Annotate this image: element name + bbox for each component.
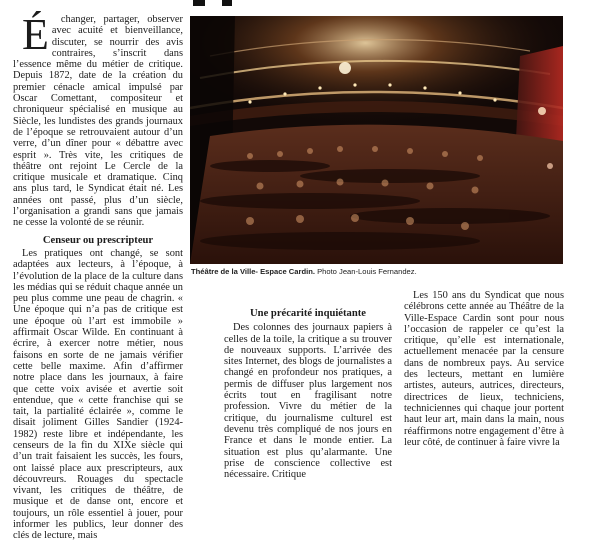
anniversary-paragraph: Les 150 ans du Syndicat que nous célébrons cette année au Théâtre de la Ville-Espace Cardin sont pour nous l’occasion de rappeler ce qu’est la critique, qu’elle est internationale, actuellement menacée par la censure dans de nombreux pays. Au service des lecteurs, mettant en lumière artistes, auteurs, autrices, directeurs, directrices de lieux, techniciens, techniciennes qui chaque jour portent haut leur art, main dans la main, nous réaffirmons notre engagement d’être à leur côté, de continuer à faire vivre la [404,290,564,448]
article-middle-column [224,308,392,481]
theatre-photo [190,16,563,264]
section-heading-precarite: Une précarité inquiétante [250,308,366,319]
photo-caption-credit: Photo Jean-Louis Fernandez. [314,267,417,276]
headline-fragment [222,0,232,6]
section1-paragraph: Les pratiques ont changé, se sont adaptées aux lecteurs, à l’époque, à l’évolution de la place de la culture dans les médias qui se réduit chaque année un peu plus comme une peau de chagrin. « Une époque qui n’a pas de critique est une époque où l’art est immobile » affirmait Oscar Wilde. En continuant à écrire, à exercer notre métier, nous faisons en sorte de ne jamais vérifier cette belle maxime. Afin d’affirmer notre place dans les journaux, à faire que cette voix avisée et avertie soit entendue, que « cette franchise qui se tait, la partialité éclairée », comme le disait joliment Gilles Sandier (1924-1982) reste libre et indépendante, les censeurs de la fin du XIXe siècle qui d’un trait faisaient les succès, les fours, ont laissé place aux prescripteurs, aux découvreurs. Rouages du spectacle vivant, les critiques de théâtre, de musique et de danse ont, encore et toujours, un rôle essentiel à jouer, pour informer les publics, leur donner des clés de lecture, mais [13,247,183,542]
section2-paragraph: Des colonnes des journaux papiers à celles de la toile, la critique a su trouver de nouveaux supports. L’arrivée des sites Internet, des blogs de journalistes a changé en profondeur nos pratiques, a permis de diffuser plus largement nos écrits tout en fragilisant notre profession. Vivre du métier de la critique, du journalisme culturel est devenu très compliqué de nos jours en France et dans le monde entier. La situation est plus qu’alarmante. Une prise de conscience collective est nécessaire. Critique [224,322,392,481]
theatre-photo-image [190,16,563,264]
section-heading-censeur: Censeur ou prescripteur [42,234,154,246]
headline-fragment [193,0,205,6]
article-right-column [404,290,564,448]
intro-paragraph [13,10,183,229]
dropcap-letter: É [22,10,49,59]
photo-caption [191,267,571,276]
photo-caption-title: Théâtre de la Ville- Espace Cardin. [191,267,315,276]
intro-text: changer, partager, observer avec acuité et bienveillance, discuter, se nourrir des avis contraires, s’inscrit dans l’essence même du métier de critique. Depuis 1872, date de la création du premier cénacle amical impulsé par Oscar Comettant, compositeur et chroniqueur spécialisé en musique au Siècle, les lundistes des grands journaux de l’époque se retrouvaient autour d’un verre, d’un dîner pour « débattre avec esprit ». Très vite, les critiques de théâtre ont rejoint Le Cercle de la critique musicale et dramatique. Cinq ans plus tard, le Syndicat était né. Les années ont passé, plus d’un siècle, l’organisation a grandi sans que jamais ne cesse la volonté de se réunir. [13,14,183,229]
article-left-column [13,10,183,542]
